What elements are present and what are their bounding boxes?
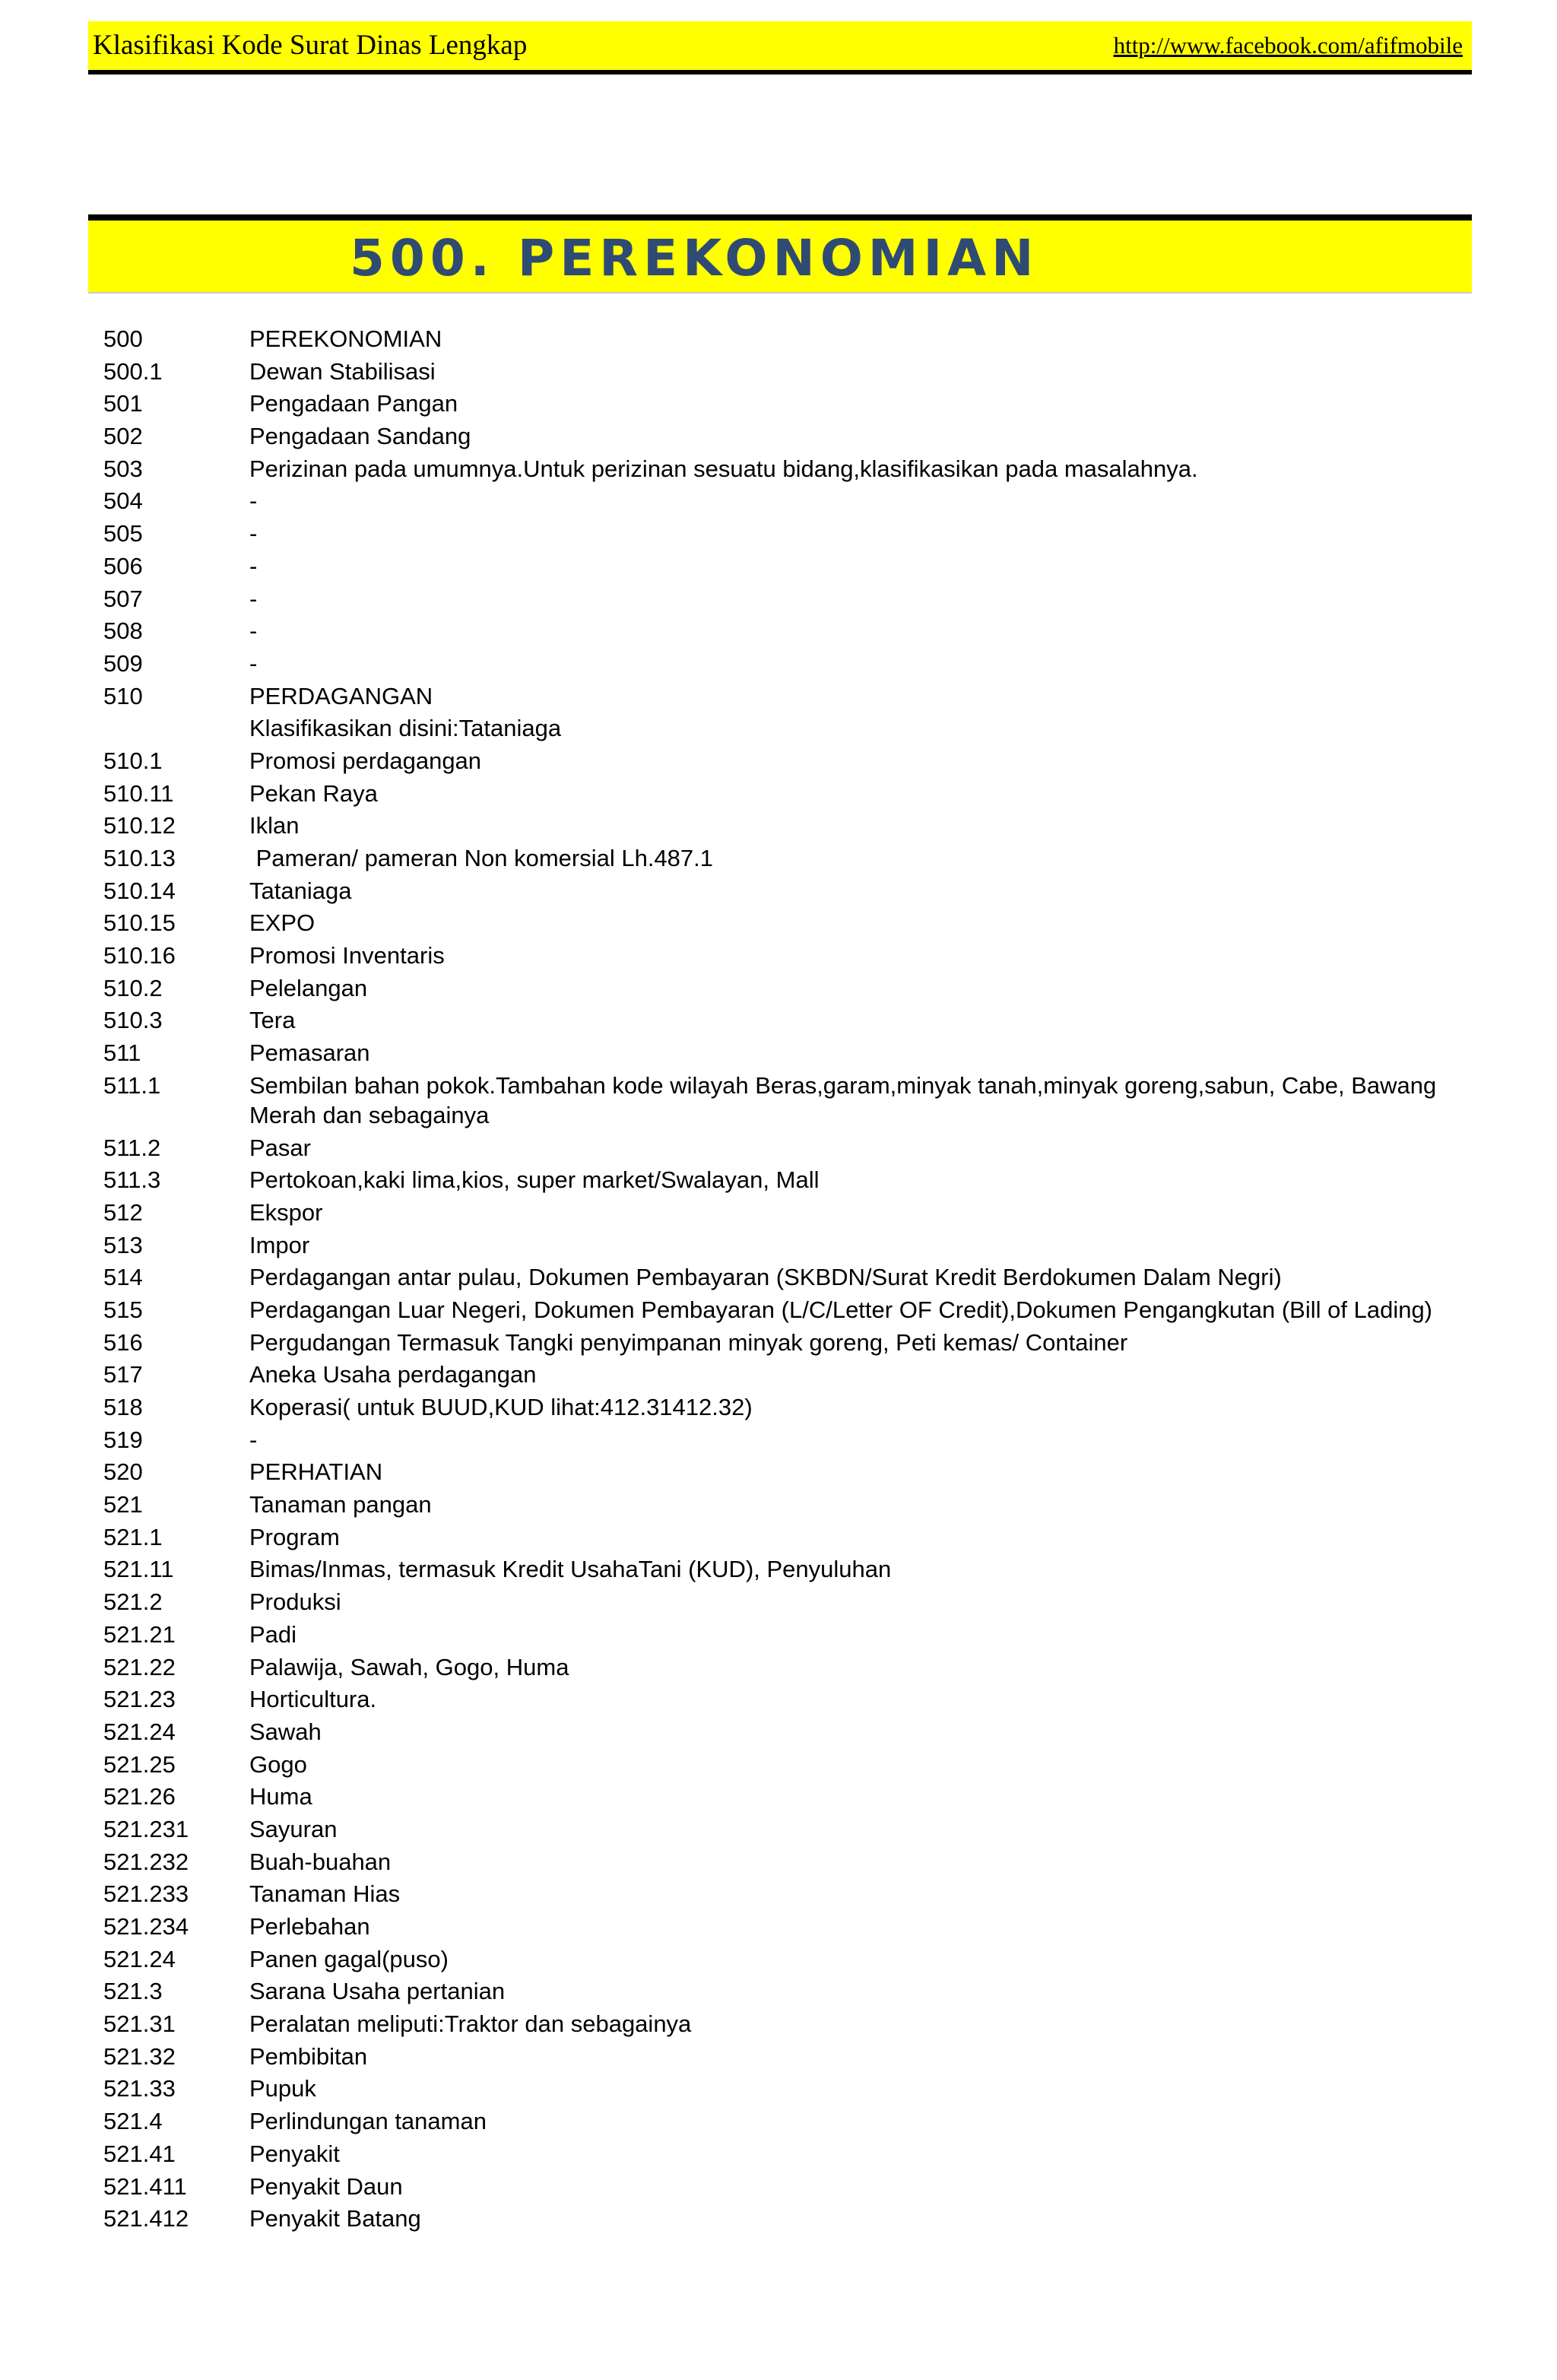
entry-description: Pembibitan xyxy=(249,2042,368,2070)
list-item xyxy=(103,2139,1457,2172)
list-item xyxy=(103,454,1457,487)
entry-description: Perizinan pada umumnya.Untuk perizinan sesuatu bidang,klasifikasikan pada masalahnya. xyxy=(249,455,1198,482)
entry-description: Buah-buahan xyxy=(249,1848,392,1875)
list-item xyxy=(103,1360,1457,1392)
list-item xyxy=(103,584,1457,617)
entry-code: 521.41 xyxy=(103,2140,176,2167)
list-item xyxy=(103,1652,1457,1685)
list-item xyxy=(103,811,1457,843)
entry-description: Sembilan bahan pokok.Tambahan kode wilayah Beras,garam,minyak tanah,minyak goreng,sabun, Cabe, Bawang Merah dan sebagainya xyxy=(249,1071,1443,1128)
list-item xyxy=(103,1522,1457,1555)
entry-description: Penyakit Daun xyxy=(249,2172,403,2200)
list-item xyxy=(103,843,1457,876)
entry-description: EXPO xyxy=(249,909,316,937)
entry-description: Sayuran xyxy=(249,1815,338,1842)
entry-code: 521.32 xyxy=(103,2042,176,2070)
entry-code: 513 xyxy=(103,1231,143,1258)
classification-list xyxy=(103,324,1457,2236)
entry-code: 507 xyxy=(103,585,143,612)
list-item xyxy=(103,2009,1457,2042)
entry-code: 521.412 xyxy=(103,2205,189,2232)
entry-description: Promosi perdagangan xyxy=(249,747,482,774)
entry-description: Peralatan meliputi:Traktor dan sebagainya xyxy=(249,2010,692,2038)
list-item xyxy=(103,486,1457,519)
section-title: 500. PEREKONOMIAN xyxy=(350,229,1039,287)
entry-description: Pemasaran xyxy=(249,1039,370,1067)
entry-code: 506 xyxy=(103,552,143,579)
entry-description: PERDAGANGAN xyxy=(249,682,433,709)
entry-code: 512 xyxy=(103,1198,143,1226)
list-item xyxy=(103,1038,1457,1071)
entry-code: 521.231 xyxy=(103,1815,189,1842)
entry-description: PERHATIAN xyxy=(249,1458,383,1486)
entry-code: 521.24 xyxy=(103,1718,176,1745)
entry-code: 521.4 xyxy=(103,2108,163,2135)
entry-code: 521.33 xyxy=(103,2075,176,2102)
entry-description: Sarana Usaha pertanian xyxy=(249,1978,506,2005)
entry-description: Pupuk xyxy=(249,2075,316,2102)
entry-description: Ekspor xyxy=(249,1198,323,1226)
entry-description: Perdagangan Luar Negeri, Dokumen Pembayaran (L/C/Letter OF Credit),Dokumen Pengangkutan (Bill of Lading) xyxy=(249,1296,1433,1323)
entry-description: Pasar xyxy=(249,1134,311,1161)
entry-description: Sawah xyxy=(249,1718,322,1745)
list-item xyxy=(103,1554,1457,1587)
list-item xyxy=(103,1750,1457,1782)
entry-description: Palawija, Sawah, Gogo, Huma xyxy=(249,1653,569,1680)
list-item xyxy=(103,1262,1457,1295)
entry-description: Huma xyxy=(249,1783,312,1810)
entry-description: - xyxy=(249,617,258,645)
list-item xyxy=(103,1490,1457,1522)
list-item xyxy=(103,1912,1457,1944)
entry-description: Promosi Inventaris xyxy=(249,942,445,969)
entry-code: 521.22 xyxy=(103,1653,176,1680)
entry-code: 517 xyxy=(103,1361,143,1388)
entry-description: Pertokoan,kaki lima,kios, super market/Swalayan, Mall xyxy=(249,1166,820,1194)
entry-description: Pengadaan Pangan xyxy=(249,390,458,417)
entry-code: 521.2 xyxy=(103,1588,163,1616)
entry-description: Produksi xyxy=(249,1588,341,1616)
list-item xyxy=(103,551,1457,584)
entry-description: Tanaman Hias xyxy=(249,1880,401,1908)
entry-code: 510.2 xyxy=(103,974,163,1001)
entry-code: 510.12 xyxy=(103,812,176,839)
entry-description: - xyxy=(249,552,258,579)
entry-description: Pelelangan xyxy=(249,974,368,1001)
list-item xyxy=(103,519,1457,551)
entry-description: Klasifikasikan disini:Tataniaga xyxy=(249,715,562,742)
entry-description: Perlindungan tanaman xyxy=(249,2108,487,2135)
list-item xyxy=(103,941,1457,973)
list-item xyxy=(103,713,1457,746)
entry-code: 510.3 xyxy=(103,1007,163,1034)
entry-code: 521.233 xyxy=(103,1880,189,1908)
section-banner xyxy=(88,214,1472,294)
entry-code: 521.25 xyxy=(103,1750,176,1778)
entry-code: 503 xyxy=(103,455,143,482)
list-item xyxy=(103,1944,1457,1977)
list-item xyxy=(103,681,1457,714)
list-item xyxy=(103,1230,1457,1263)
list-item xyxy=(103,1425,1457,1458)
list-item xyxy=(103,2106,1457,2139)
entry-code: 509 xyxy=(103,649,143,677)
list-item xyxy=(103,908,1457,941)
list-item xyxy=(103,746,1457,779)
list-item xyxy=(103,1457,1457,1490)
list-item xyxy=(103,1392,1457,1425)
entry-description: Impor xyxy=(249,1231,310,1258)
entry-description: Gogo xyxy=(249,1750,307,1778)
entry-description: Pameran/ pameran Non komersial Lh.487.1 xyxy=(249,845,714,871)
list-item xyxy=(103,1620,1457,1652)
entry-code: 521.26 xyxy=(103,1783,176,1810)
entry-code: 521.1 xyxy=(103,1523,163,1550)
entry-code: 519 xyxy=(103,1426,143,1453)
list-item xyxy=(103,1328,1457,1360)
entry-description: Panen gagal(puso) xyxy=(249,1945,449,1972)
list-item xyxy=(103,1071,1457,1133)
entry-description: Pekan Raya xyxy=(249,779,378,807)
list-item xyxy=(103,1879,1457,1912)
list-item xyxy=(103,1684,1457,1717)
entry-code: 515 xyxy=(103,1296,143,1323)
entry-description: Tataniaga xyxy=(249,877,352,904)
entry-code: 510.16 xyxy=(103,942,176,969)
entry-code: 500 xyxy=(103,325,143,352)
entry-code: 500.1 xyxy=(103,357,163,385)
entry-code: 521.234 xyxy=(103,1913,189,1940)
entry-code: 511.1 xyxy=(103,1071,161,1099)
entry-description: - xyxy=(249,585,258,612)
entry-code: 521.11 xyxy=(103,1556,174,1583)
entry-description: - xyxy=(249,520,258,547)
entry-code: 521.24 xyxy=(103,1945,176,1972)
entry-code: 510.15 xyxy=(103,909,176,937)
entry-description: - xyxy=(249,1426,258,1453)
entry-code: 518 xyxy=(103,1394,143,1420)
list-item xyxy=(103,1717,1457,1750)
entry-description: Koperasi( untuk BUUD,KUD lihat:412.31412.32) xyxy=(249,1394,753,1420)
entry-description: Pergudangan Termasuk Tangki penyimpanan minyak goreng, Peti kemas/ Container xyxy=(249,1328,1128,1356)
entry-code: 521.3 xyxy=(103,1978,163,2005)
entry-description: Pengadaan Sandang xyxy=(249,423,471,450)
entry-code: 511 xyxy=(103,1039,141,1067)
list-item xyxy=(103,2042,1457,2074)
entry-description: - xyxy=(249,649,258,677)
list-item xyxy=(103,1133,1457,1166)
list-item xyxy=(103,1814,1457,1847)
entry-code: 510.11 xyxy=(103,779,174,807)
entry-code: 516 xyxy=(103,1328,143,1356)
list-item xyxy=(103,1198,1457,1230)
list-item xyxy=(103,1976,1457,2009)
entry-code: 505 xyxy=(103,520,143,547)
list-item xyxy=(103,357,1457,389)
entry-description: Tanaman pangan xyxy=(249,1491,432,1518)
list-item xyxy=(103,421,1457,454)
page-header xyxy=(88,21,1472,75)
entry-description: Aneka Usaha perdagangan xyxy=(249,1361,537,1388)
list-item xyxy=(103,1587,1457,1620)
entry-code: 501 xyxy=(103,390,143,417)
list-item xyxy=(103,1005,1457,1038)
entry-description: Dewan Stabilisasi xyxy=(249,357,436,385)
entry-description: Penyakit xyxy=(249,2140,340,2167)
entry-code: 521 xyxy=(103,1491,143,1518)
entry-code: 510 xyxy=(103,682,143,709)
list-item xyxy=(103,649,1457,681)
entry-code: 502 xyxy=(103,423,143,450)
entry-code: 521.31 xyxy=(103,2010,176,2038)
entry-code: 510.1 xyxy=(103,747,163,774)
list-item xyxy=(103,1165,1457,1198)
entry-code: 510.13 xyxy=(103,845,176,871)
list-item xyxy=(103,1295,1457,1328)
entry-code: 521.232 xyxy=(103,1848,189,1875)
header-title: Klasifikasi Kode Surat Dinas Lengkap xyxy=(93,30,528,61)
entry-code: 514 xyxy=(103,1264,143,1291)
entry-code: 504 xyxy=(103,487,143,515)
list-item xyxy=(103,2204,1457,2236)
list-item xyxy=(103,2172,1457,2204)
list-item xyxy=(103,389,1457,421)
entry-description: - xyxy=(249,487,258,515)
entry-description: PEREKONOMIAN xyxy=(249,325,442,352)
entry-code: 521.411 xyxy=(103,2172,187,2200)
list-item xyxy=(103,1847,1457,1880)
facebook-link[interactable]: http://www.facebook.com/afifmobile xyxy=(1113,32,1463,59)
entry-description: Horticultura. xyxy=(249,1686,377,1713)
list-item xyxy=(103,973,1457,1006)
entry-description: Tera xyxy=(249,1007,296,1034)
entry-code: 521.23 xyxy=(103,1686,176,1713)
entry-code: 508 xyxy=(103,617,143,645)
entry-code: 511.2 xyxy=(103,1134,161,1161)
entry-description: Perdagangan antar pulau, Dokumen Pembayaran (SKBDN/Surat Kredit Berdokumen Dalam Negri) xyxy=(249,1264,1282,1291)
entry-description: Bimas/Inmas, termasuk Kredit UsahaTani (KUD), Penyuluhan xyxy=(249,1556,892,1583)
entry-description: Padi xyxy=(249,1620,297,1648)
list-item xyxy=(103,876,1457,909)
list-item xyxy=(103,324,1457,357)
entry-description: Program xyxy=(249,1523,340,1550)
entry-description: Perlebahan xyxy=(249,1913,370,1940)
list-item xyxy=(103,779,1457,811)
entry-code: 511.3 xyxy=(103,1166,161,1194)
list-item xyxy=(103,616,1457,649)
entry-code: 521.21 xyxy=(103,1620,176,1648)
entry-code: 510.14 xyxy=(103,877,176,904)
entry-description: Iklan xyxy=(249,812,300,839)
entry-description: Penyakit Batang xyxy=(249,2205,421,2232)
list-item xyxy=(103,2074,1457,2106)
entry-code: 520 xyxy=(103,1458,143,1486)
list-item xyxy=(103,1782,1457,1814)
